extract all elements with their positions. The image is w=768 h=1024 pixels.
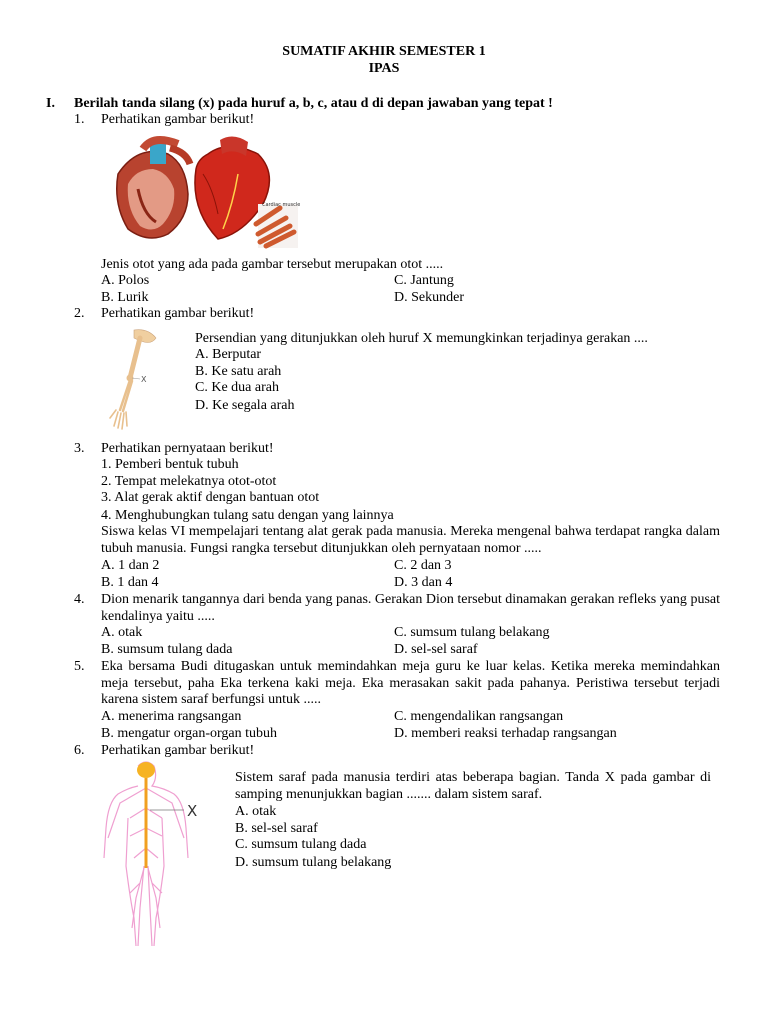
option[interactable]: A. Polos bbox=[101, 273, 150, 288]
page-title: SUMATIF AKHIR SEMESTER 1 bbox=[282, 44, 486, 59]
nervous-system-image bbox=[100, 758, 210, 952]
question-number: 6. bbox=[74, 743, 85, 758]
option[interactable]: D. Sekunder bbox=[394, 290, 464, 305]
statement-item: 1. Pemberi bentuk tubuh bbox=[101, 457, 239, 472]
option[interactable]: B. mengatur organ-organ tubuh bbox=[101, 726, 278, 741]
question-number: 1. bbox=[74, 112, 85, 127]
question-prompt: Perhatikan gambar berikut! bbox=[101, 743, 255, 758]
nerve-label-x: X bbox=[187, 802, 198, 820]
statement-item: 4. Menghubungkan tulang satu dengan yang lainnya bbox=[101, 508, 394, 523]
question-number: 2. bbox=[74, 306, 85, 321]
option[interactable]: A. 1 dan 2 bbox=[101, 558, 160, 573]
question-text: Persendian yang ditunjukkan oleh huruf X memungkinkan terjadinya gerakan .... bbox=[195, 331, 648, 346]
question-number: 4. bbox=[74, 592, 85, 607]
option[interactable]: D. memberi reaksi terhadap rangsangan bbox=[394, 726, 617, 741]
option[interactable]: C. sumsum tulang belakang bbox=[394, 625, 550, 640]
option[interactable]: B. sel-sel saraf bbox=[235, 821, 318, 836]
section-numeral: I. bbox=[46, 96, 55, 111]
option[interactable]: B. sumsum tulang dada bbox=[101, 642, 233, 657]
question-number: 3. bbox=[74, 441, 85, 456]
option[interactable]: A. Berputar bbox=[195, 347, 262, 362]
option[interactable]: C. sumsum tulang dada bbox=[235, 837, 367, 852]
option[interactable]: D. sumsum tulang belakang bbox=[235, 855, 392, 870]
option[interactable]: A. menerima rangsangan bbox=[101, 709, 242, 724]
section-instruction: Berilah tanda silang (x) pada huruf a, b, c, atau d di depan jawaban yang tepat ! bbox=[74, 96, 553, 111]
statement-item: 2. Tempat melekatnya otot-otot bbox=[101, 474, 277, 489]
option[interactable]: D. sel-sel saraf bbox=[394, 642, 478, 657]
arm-skeleton-image bbox=[104, 326, 160, 434]
question-text: Jenis otot yang ada pada gambar tersebut merupakan otot ..... bbox=[101, 257, 444, 272]
heart-image bbox=[108, 134, 300, 250]
option[interactable]: C. mengendalikan rangsangan bbox=[394, 709, 564, 724]
arm-label-x: X bbox=[141, 375, 147, 384]
option[interactable]: B. Ke satu arah bbox=[195, 364, 282, 379]
option[interactable]: C. 2 dan 3 bbox=[394, 558, 452, 573]
question-number: 5. bbox=[74, 659, 85, 674]
question-prompt: Perhatikan pernyataan berikut! bbox=[101, 441, 274, 456]
option[interactable]: D. 3 dan 4 bbox=[394, 575, 453, 590]
option[interactable]: C. Ke dua arah bbox=[195, 380, 279, 395]
option[interactable]: B. Lurik bbox=[101, 290, 149, 305]
question-text: Siswa kelas VI mempelajari tentang alat gerak pada manusia. Mereka mengenal bahwa terdapat rangka dalam tubuh manusia. Fungsi rangka tersebut ditunjukkan oleh pernyataan nomor ..... bbox=[101, 524, 720, 556]
question-prompt: Perhatikan gambar berikut! bbox=[101, 112, 255, 127]
option[interactable]: D. Ke segala arah bbox=[195, 398, 295, 413]
statement-item: 3. Alat gerak aktif dengan bantuan otot bbox=[101, 490, 320, 505]
question-text: Dion menarik tangannya dari benda yang panas. Gerakan Dion tersebut dinamakan gerakan refleks yang pusat kendalinya yaitu ..... bbox=[101, 592, 720, 624]
question-text: Sistem saraf pada manusia terdiri atas beberapa bagian. Tanda X pada gambar di samping menunjukkan bagian ....... dalam sistem saraf. bbox=[235, 770, 711, 802]
heart-image-caption: Cardiac muscle bbox=[262, 202, 300, 208]
option[interactable]: B. 1 dan 4 bbox=[101, 575, 159, 590]
page-subtitle: IPAS bbox=[368, 61, 400, 76]
question-text: Eka bersama Budi ditugaskan untuk memindahkan meja guru ke luar kelas. Ketika mereka memindahkan meja tersebut, paha Eka terkena kaki meja. Eka merasakan sakit pada pahanya. Peristiwa tersebut terjadi karena sistem saraf berfungsi untuk ..... bbox=[101, 659, 720, 708]
option[interactable]: A. otak bbox=[235, 804, 277, 819]
question-prompt: Perhatikan gambar berikut! bbox=[101, 306, 255, 321]
option[interactable]: A. otak bbox=[101, 625, 143, 640]
option[interactable]: C. Jantung bbox=[394, 273, 454, 288]
